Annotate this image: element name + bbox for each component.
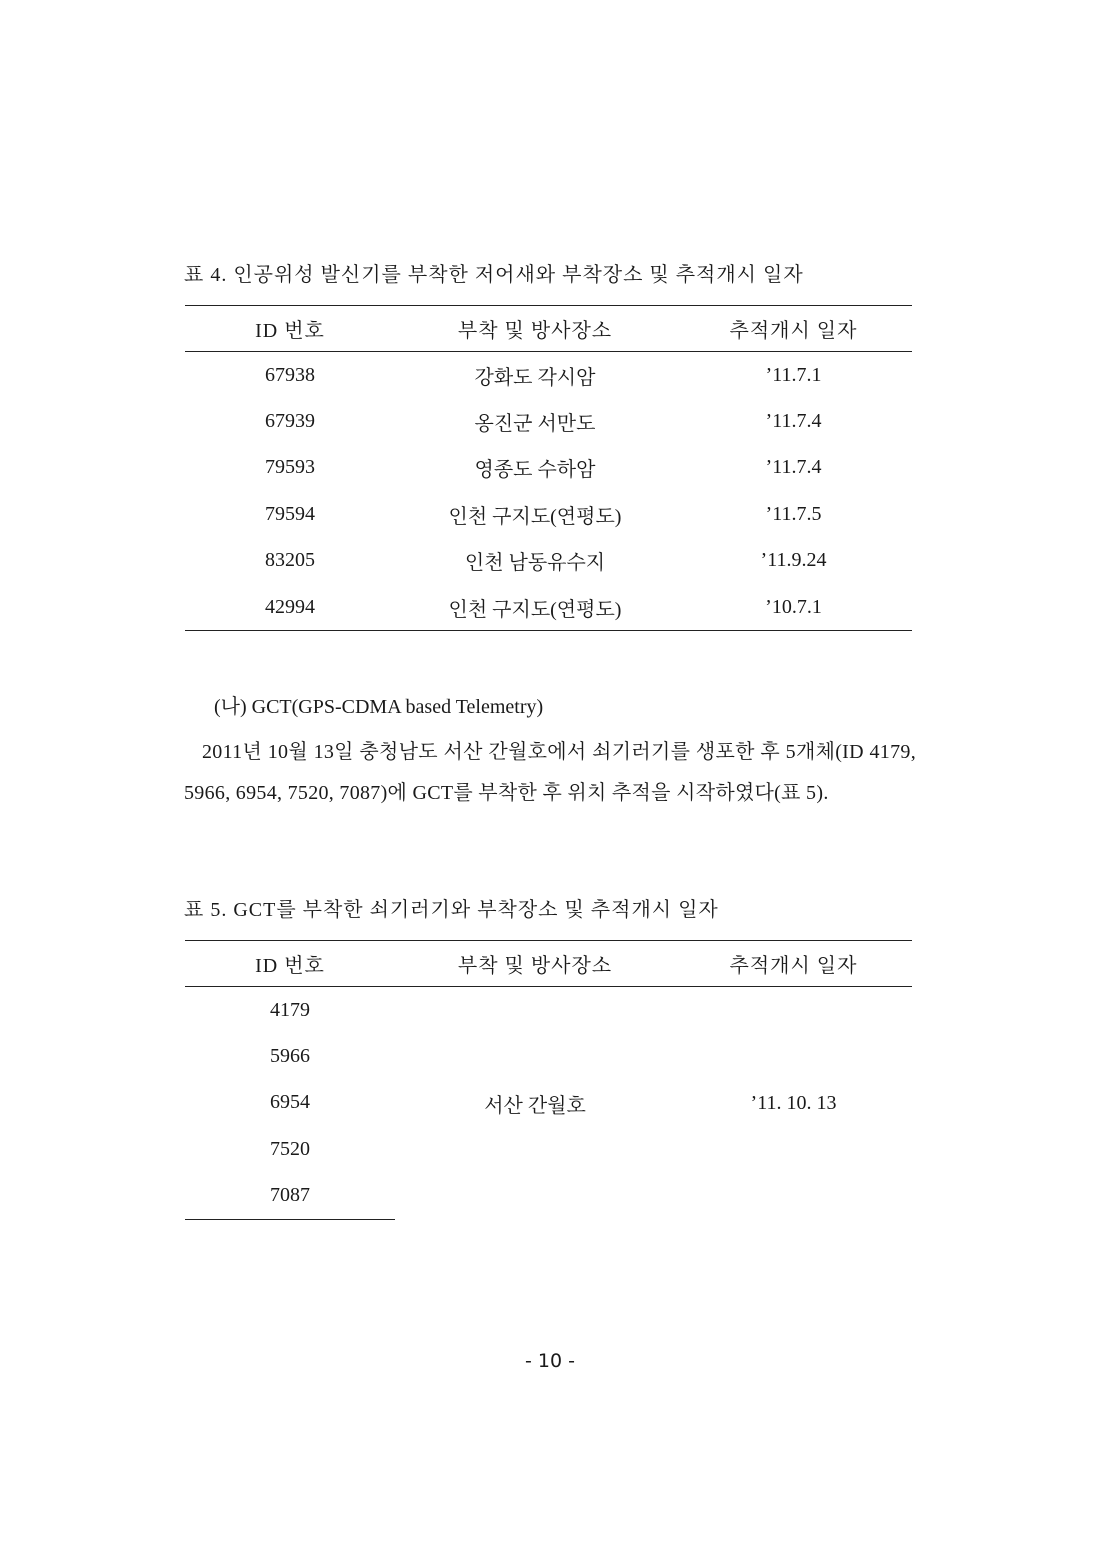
table-row [185,491,912,537]
table-row [185,584,912,631]
table4-caption: 표 4. 인공위성 발신기를 부착한 저어새와 부착장소 및 추적개시 일자 [184,264,804,286]
table-cell-id: 5966 [270,1045,310,1068]
table-cell-id: 42994 [185,584,395,631]
table-cell-date: ’11.7.5 [765,502,822,525]
table-cell-date: ’11.7.1 [765,363,822,386]
table4-header-date: 추적개시 일자 [675,306,912,352]
table-row [185,987,912,1034]
table-cell-location: 서산 간월호 [484,1094,586,1117]
table5-header-id: ID 번호 [185,941,395,987]
table-cell-id: 67939 [265,410,315,433]
table4-header-id: ID 번호 [185,306,395,352]
table5-header-location: 부착 및 방사장소 [395,941,675,987]
table-cell-id: 6954 [270,1091,310,1114]
table-cell-id: 7087 [185,1173,395,1220]
table-cell-date: ’11.7.4 [765,456,822,479]
table-row [185,398,912,444]
table4-header-location: 부착 및 방사장소 [395,306,675,352]
section-heading: (나) GCT(GPS-CDMA based Telemetry) [214,696,544,718]
page-number: - 10 - [525,1350,575,1372]
table-cell-location: 인천 남동유수지 [464,552,606,575]
table5-header-date: 추적개시 일자 [675,941,912,987]
table-cell-date: ’11.7.4 [765,410,822,433]
table5-caption: 표 5. GCT를 부착한 쇠기러기와 부착장소 및 추적개시 일자 [184,899,719,921]
table-cell-id: 67938 [265,363,315,386]
table-cell-id: 79593 [265,456,315,479]
table-cell-id: 7520 [270,1137,310,1160]
body-paragraph: 2011년 10월 13일 충청남도 서산 간월호에서 쇠기러기를 생포한 후 5개체(ID 4179, 5966, 6954, 7520, 7087)에 GCT를 부착한 후 위치 추적을 시작하였다(표 5). [184,741,916,804]
table-cell-location: 인천 구지도(연평도) [448,505,622,528]
table-row [185,445,912,491]
table-cell-date: ’11.9.24 [760,549,827,572]
table5-header-row [185,941,912,987]
table-cell-id: 83205 [265,549,315,572]
table5 [185,940,912,1220]
table-row [185,538,912,584]
table-row [185,352,912,399]
table4 [185,305,912,631]
table-cell-id: 79594 [265,502,315,525]
table-cell-date: ’11. 10. 13 [750,1091,837,1114]
table-cell-date: ’10.7.1 [675,584,912,631]
table4-header-row [185,306,912,352]
table-cell-id: 4179 [270,998,310,1021]
table-cell-location: 영종도 수하암 [474,459,596,482]
table-cell-location: 옹진군 서만도 [474,413,596,436]
table-cell-location: 강화도 각시암 [474,366,596,389]
table-cell-location: 인천 구지도(연평도) [395,584,675,631]
